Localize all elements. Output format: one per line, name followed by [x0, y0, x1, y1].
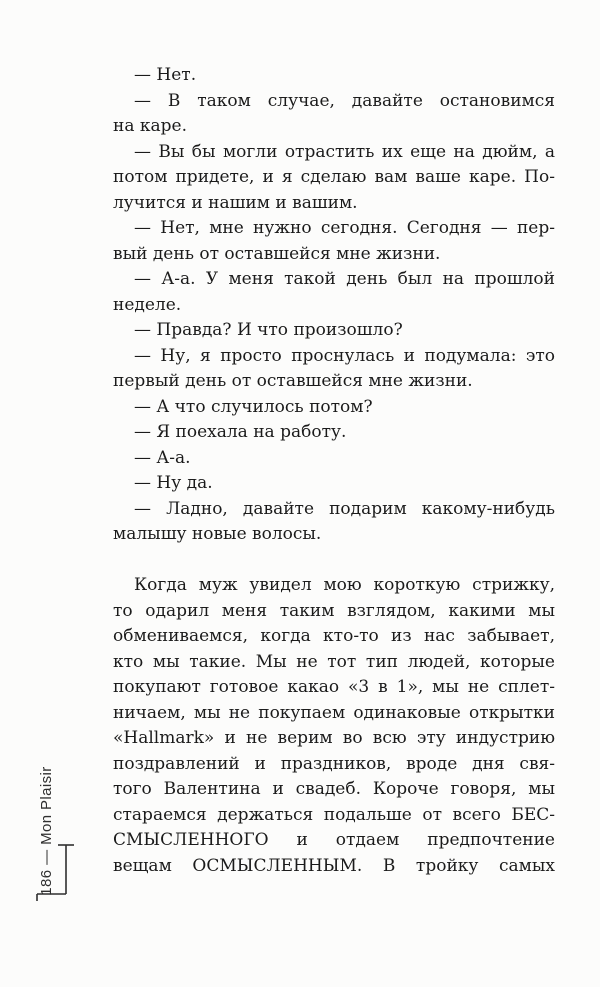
paragraph [113, 216, 555, 267]
paragraph [113, 267, 555, 318]
paragraph [113, 446, 555, 472]
text-line: кто мы такие. Мы не тот тип людей, которые [113, 651, 555, 672]
text-line: малышу новые волосы. [113, 524, 322, 544]
text-line: то одарил меня таким взглядом, какими мы [113, 600, 555, 621]
text-line: — Я поехала на работу. [134, 422, 347, 442]
text-line: — А-а. У меня такой день был на прошлой [134, 269, 555, 289]
text-line: неделе. [113, 294, 182, 315]
paragraph [113, 344, 555, 395]
text-line: стараемся держаться подальше от всего БЕС- [113, 804, 555, 825]
text-line: вещам ОСМЫСЛЕННЫМ. В тройку самых [113, 855, 555, 876]
text-line: — Нет. [134, 65, 197, 85]
text-line: поздравлений и праздников, вроде дня свя- [113, 753, 555, 774]
text-line: Когда муж увидел мою короткую стрижку, [134, 575, 555, 595]
text-line: — А-а. [134, 447, 191, 468]
text-line: СМЫСЛЕННОГО и отдаем предпочтение [113, 830, 555, 850]
text-line: — Ну, я просто проснулась и подумала: это [134, 345, 555, 366]
text-line: обмениваемся, когда кто-то из нас забывает, [113, 626, 555, 646]
text-line: — Правда? И что произошло? [134, 320, 403, 340]
text-line: первый день от оставшейся мне жизни. [113, 371, 473, 391]
text-line: — Вы бы могли отрастить их еще на дюйм, а [134, 141, 555, 162]
text-line: покупают готовое какао «3 в 1», мы не сплет- [113, 677, 555, 697]
text-line: — В таком случае, давайте остановимся [134, 90, 555, 111]
text-line: того Валентина и свадеб. Короче говоря, мы [113, 779, 555, 799]
paragraph [113, 497, 555, 548]
text-line: «Hallmark» и не верим во всю эту индустрию [113, 728, 555, 748]
paragraph [113, 573, 555, 879]
text-line: вый день от оставшейся мне жизни. [113, 243, 441, 264]
text-line: потом придете, и я сделаю вам ваше каре. По- [113, 167, 555, 187]
paragraph [113, 89, 555, 140]
paragraph [113, 63, 555, 89]
text-line: на каре. [113, 116, 187, 136]
paragraph [113, 140, 555, 217]
page-margin-label: 186 — Mon Plaisir [38, 766, 55, 896]
paragraph [113, 395, 555, 421]
text-line: — Нет, мне нужно сегодня. Сегодня — пер- [134, 218, 555, 238]
text-line: — А что случилось потом? [134, 396, 373, 417]
text-line: ничаем, мы не покупаем одинаковые открытки [113, 702, 555, 723]
paragraph [113, 420, 555, 446]
page-text-block [113, 63, 555, 879]
text-line: — Ну да. [134, 473, 213, 493]
paragraph [113, 318, 555, 344]
margin-corner-bracket-icon [28, 840, 78, 910]
paragraph [113, 471, 555, 497]
text-line: — Ладно, давайте подарим какому-нибудь [134, 498, 555, 519]
text-line: лучится и нашим и вашим. [113, 192, 358, 213]
